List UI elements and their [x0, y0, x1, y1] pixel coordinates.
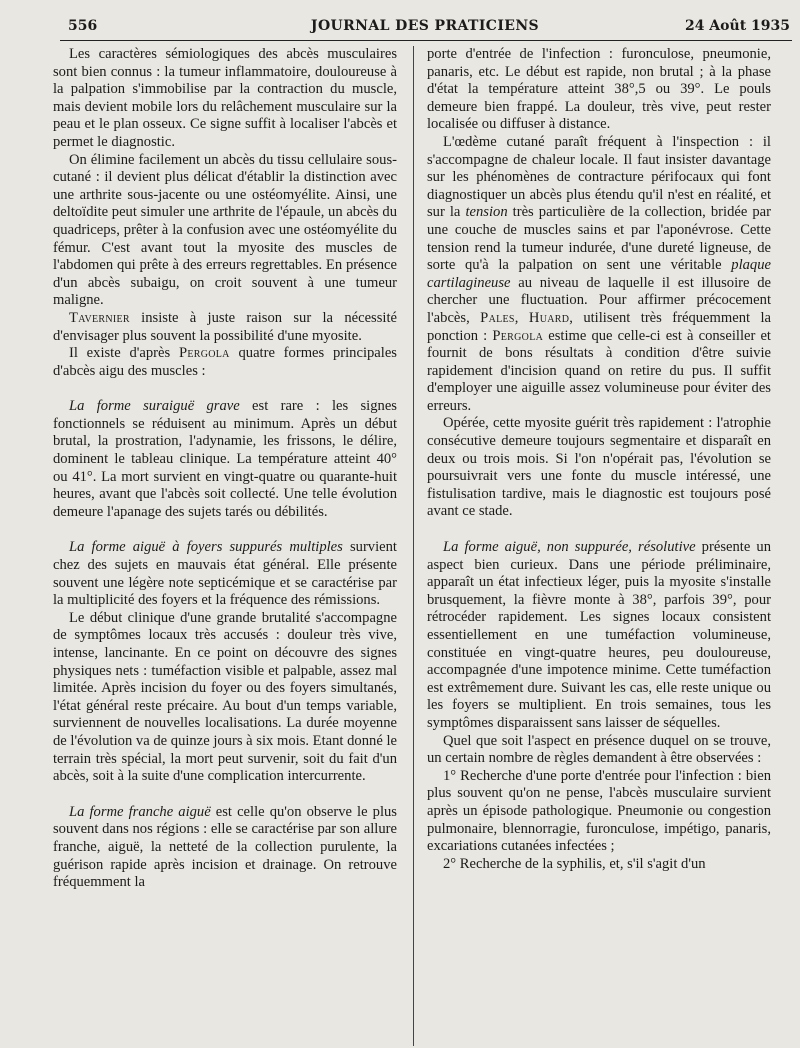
paragraph: porte d'entrée de l'infection : furonculose, pneumonie, panaris, etc. Le début est rapide, non brutal ; à la phase d'état la température atteint 38°,5 ou 39°. Le pouls demeure bien frappé. La douleur, très vive, peut rester localisée ou diffuser à distance. [427, 46, 771, 133]
form-heading: La forme franche aiguë [69, 803, 211, 820]
paragraph [53, 804, 397, 892]
paragraph [53, 310, 397, 345]
paragraph: On élimine facilement un abcès du tissu cellulaire sous-cutané : il devient plus délicat d'établir la distinction avec une arthrite sous-jacente ou une ostéomyélite. Ainsi, une deltoïdite peut simuler une arthrite de l'épaule, un abcès du quadriceps, prêter à la confusion avec une ostéomyélite du fémur. C'est avant tout la myosite des muscles de l'abdomen qui prête à des erreurs regrettables. En présence d'un abcès subaigu, on croit souvent à une tumeur maligne. [53, 151, 397, 309]
paragraph-text: estime que celle-ci est à conseiller et fournit de bons résultats à condition d'être suivie rapidement d'incision quand on retire du pus. Il suffit d'employer une aiguille assez volumineuse pour éviter des erreurs. [427, 327, 771, 414]
left-column [53, 46, 397, 892]
paragraph: Les caractères sémiologiques des abcès musculaires sont bien connus : la tumeur inflammatoire, douloureuse à la palpation s'immobilise par la contraction du muscle, mais devient mobile lors du relâchement musculaire sur la peau et le plan osseux. Ce signe suffit à localiser l'abcès et permet le diagnostic. [53, 46, 397, 150]
issue-date: 24 Août 1935 [684, 18, 790, 34]
paragraph: Le début clinique d'une grande brutalité s'accompagne de symptômes locaux très accusés : douleur très vive, intense, lancinante. En ce point on découvre des signes physiques nets : tuméfaction visible et palpable, assez mal limitée. Après incision du foyer ou des foyers simultanés, l'état général reste précaire. Au bout d'un temps variable, surviennent de nouvelles localisations. La durée moyenne de l'évolution va de quinze jours à six mois. Etant donné le terrain très spécial, la mort peut survenir, soit du fait d'un abcès, soit à la suite d'une complication intercurrente. [53, 609, 397, 785]
page-number: 556 [68, 18, 98, 34]
form-heading: La forme aiguë à foyers suppurés multiples [69, 539, 343, 556]
paragraph-text: Il existe d'après [69, 345, 179, 362]
paragraph-text: très particulière de la collection, bridée par une couche de muscles sains et par l'aponévrose. Cette tension rend la tumeur indurée, d'une dureté ligneuse, de sorte qu'à la palpation on sent une véritable [427, 204, 771, 274]
form-heading: La forme suraiguë grave [69, 398, 240, 415]
paragraph [53, 398, 397, 521]
paragraph-text: L'œdème cutané paraît fréquent à l'inspection : il s'accompagne de chaleur locale. Il faut insister davantage sur les phénomènes de contracture périfocaux qui font diagnostiquer un abcès plus étendu qu'il n'est en réalité, et sur la [427, 133, 771, 221]
emphasis: tension [465, 204, 508, 221]
paragraph: 1° Recherche d'une porte d'entrée pour l'infection : bien plus souvent qu'on ne pense, l'abcès musculaire survient après un épisode pathologique. Pneumonie ou congestion pulmonaire, blennorragie, furonculose, impétigo, panaris, excariations cutanées infectées ; [427, 767, 771, 855]
form-heading: La forme aiguë, non suppurée, résolutive [443, 539, 696, 556]
paragraph-text: quatre formes principales d'abcès aigu des muscles : [53, 345, 397, 379]
paragraph-text: , utilisent très fréquemment la ponction : [427, 309, 772, 344]
paragraph [427, 539, 771, 733]
paragraph-text: , [514, 309, 529, 326]
paragraph: 2° Recherche de la syphilis, et, s'il s'agit d'un [443, 855, 706, 872]
page-header [60, 14, 790, 38]
paragraph [53, 345, 397, 380]
author-name: Huard [528, 309, 570, 326]
journal-title: JOURNAL DES PRATICIENS [310, 18, 540, 34]
paragraph-text: survient chez des sujets en mauvais état général. Elle présente souvent une légère note septicémique et se caractérise par la multiplicité des foyers et la fréquence des rémissions. [53, 539, 397, 609]
author-name: Pergola [178, 345, 230, 362]
paragraph [427, 134, 771, 416]
author-name: Pergola [492, 327, 544, 344]
author-name: Pales [480, 309, 515, 326]
paragraph-text: est celle qu'on observe le plus souvent dans nos régions : elle se caractérise par son allure franche, aiguë, la netteté de la collection purulente, la guérison rapide après incision et drainage. On retrouve fréquemment la [53, 803, 397, 891]
emphasis: plaque cartilagineuse [427, 257, 771, 291]
column-divider [413, 46, 414, 1046]
paragraph-text: au niveau de laquelle il est illusoire de chercher une fluctuation. Pour affirmer précocement l'abcès, [427, 274, 771, 326]
paragraph-text: insiste à juste raison sur la nécessité d'envisager plus souvent la possibilité d'une myosite. [53, 309, 397, 344]
author-name: Tavernier [69, 309, 130, 326]
paragraph-text: est rare : les signes fonctionnels se réduisent au minimum. Après un début brutal, la prostration, l'adynamie, les frissons, le délire, dominent le tableau clinique. La température atteint 40° ou 41°. La mort survient en vingt-quatre ou quarante-huit heures, avant que l'abcès soit collecté. Une telle évolution demeure l'apanage des sujets tarés ou débilités. [53, 398, 397, 520]
paragraph: Quel que soit l'aspect en présence duquel on se trouve, un certain nombre de règles demandent à être observées : [427, 732, 771, 767]
paragraph-text: présente un aspect bien curieux. Dans une période préliminaire, apparaît un état infectieux léger, puis la myosite s'installe brusquement, la fièvre monte à 38°, parfois 39°, pour rétrocéder rapidement. Les signes locaux consistent essentiellement en une tuméfaction volumineuse, constituée en vingt-quatre heures, peu douloureuse, accompagnée d'une impotence minime. Cette tuméfaction est extrêmement dure. Suivant les cas, elle reste unique ou les foyers se multiplient. En trois semaines, tous les symptômes disparaissent sans laisser de séquelles. [427, 539, 771, 731]
right-column [427, 46, 771, 873]
paragraph [53, 539, 397, 609]
paragraph: Opérée, cette myosite guérit très rapidement : l'atrophie consécutive demeure toujours segmentaire et disparaît en deux ou trois mois. Si l'on n'opérait pas, l'évolution se poursuivrait vers une fonte du muscle intéressé, une fistulisation tardive, mais le diagnostic est toujours posé avant ce stade. [427, 415, 771, 520]
header-rule [60, 40, 792, 41]
